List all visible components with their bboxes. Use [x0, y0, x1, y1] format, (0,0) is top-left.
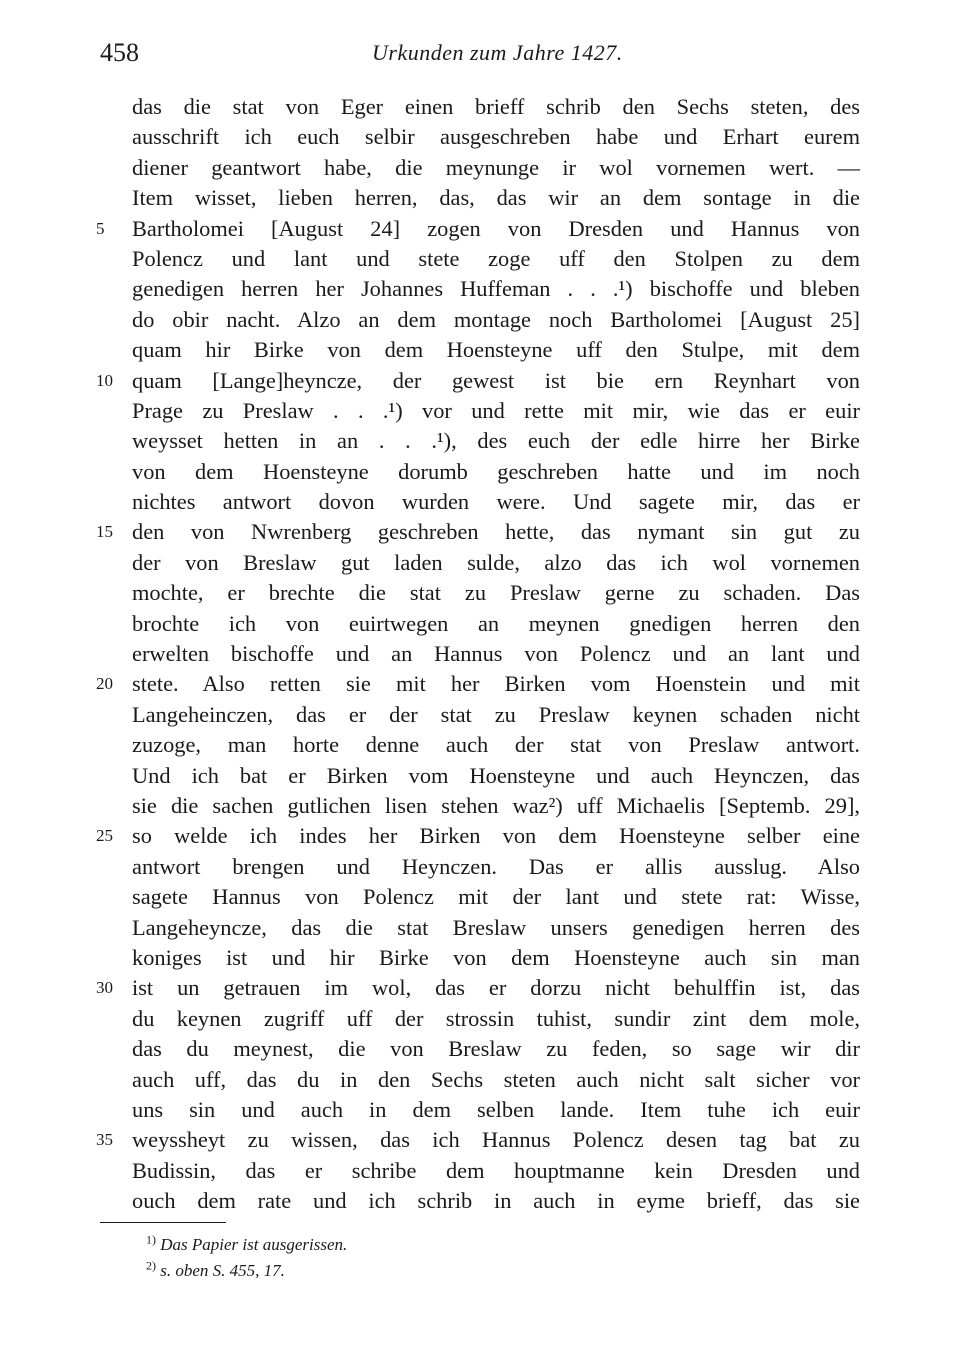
text-line: [132, 274, 860, 304]
line-text: du keynen zugriff uff der strossin tuhist, sundir zint dem mole,: [132, 1005, 860, 1031]
line-text: ausschrift ich euch selbir ausgeschreben habe und Erhart eurem: [132, 124, 860, 150]
line-text: Langeheyncze, das die stat Breslaw unsers genedigen herren des: [132, 914, 860, 940]
text-line: [96, 366, 860, 396]
line-text: mochte, er brechte die stat zu Preslaw gerne zu schaden. Das: [132, 580, 860, 606]
line-number: 10: [96, 370, 113, 390]
line-text: Und ich bat er Birken vom Hoensteyne und auch Heynczen, das: [132, 762, 860, 788]
text-line: [132, 396, 860, 426]
text-line: [132, 92, 860, 122]
line-text: weysset hetten in an . . .¹), des euch der edle hirre her Birke: [132, 428, 860, 454]
footnote-text: s. oben S. 455, 17.: [160, 1261, 285, 1280]
line-text: auch uff, das du in den Sechs steten auch nicht salt sicher vor: [132, 1066, 860, 1092]
line-text: quam [Lange]heyncze, der gewest ist bie ern Reynhart von: [132, 367, 860, 393]
text-line: [132, 1034, 860, 1064]
text-line: [96, 821, 860, 851]
text-line: [132, 122, 860, 152]
text-line: [132, 730, 860, 760]
line-text: ist un getrauen im wol, das er dorzu nicht behulffin ist, das: [132, 975, 860, 1001]
text-line: [132, 882, 860, 912]
text-line: [132, 548, 860, 578]
line-text: so welde ich indes her Birken von dem Hoensteyne selber eine: [132, 823, 860, 849]
text-line: [132, 578, 860, 608]
text-line: [132, 487, 860, 517]
line-number: 25: [96, 826, 113, 846]
text-line: [132, 943, 860, 973]
line-text: Langeheinczen, das er der stat zu Preslaw keynen schaden nicht: [132, 701, 860, 727]
line-text: nichtes antwort dovon wurden were. Und sagete mir, das er: [132, 489, 860, 515]
footnote-divider: [100, 1222, 226, 1223]
text-line: [132, 1186, 860, 1216]
text-line: [132, 457, 860, 487]
text-line: [96, 214, 860, 244]
line-text: quam hir Birke von dem Hoensteyne uff den Stulpe, mit dem: [132, 337, 860, 363]
text-line: [132, 609, 860, 639]
line-number: 15: [96, 522, 113, 542]
line-text: der von Breslaw gut laden sulde, alzo das ich wol vornemen: [132, 549, 860, 575]
line-number: 30: [96, 978, 113, 998]
line-number: 35: [96, 1130, 113, 1150]
footnote: [146, 1258, 646, 1284]
text-line: [132, 639, 860, 669]
body-text: [96, 92, 860, 1216]
footnotes: [146, 1232, 646, 1284]
text-line: [96, 669, 860, 699]
text-line: [96, 973, 860, 1003]
text-line: [132, 1004, 860, 1034]
line-text: uns sin und auch in dem selben lande. Item tuhe ich euir: [132, 1096, 860, 1122]
line-text: das du meynest, die von Breslaw zu feden, so sage wir dir: [132, 1036, 860, 1062]
line-text: von dem Hoensteyne dorumb geschreben hatte und im noch: [132, 458, 860, 484]
line-text: Bartholomei [August 24] zogen von Dresden und Hannus von: [132, 215, 860, 241]
line-text: zuzoge, man horte denne auch der stat von Preslaw antwort.: [132, 732, 860, 758]
line-text: Prage zu Preslaw . . .¹) vor und rette mit mir, wie das er euir: [132, 397, 860, 423]
line-text: sagete Hannus von Polencz mit der lant und stete rat: Wisse,: [132, 884, 860, 910]
line-text: erwelten bischoffe und an Hannus von Polencz und an lant und: [132, 641, 860, 667]
text-line: [132, 852, 860, 882]
footnote-mark: 2): [146, 1258, 156, 1273]
line-number: 20: [96, 674, 113, 694]
text-line: [132, 1156, 860, 1186]
footnote-mark: 1): [146, 1232, 156, 1247]
line-text: stete. Also retten sie mit her Birken vom Hoenstein und mit: [132, 671, 860, 697]
text-line: [132, 1095, 860, 1125]
line-text: do obir nacht. Alzo an dem montage noch Bartholomei [August 25]: [132, 306, 860, 332]
text-line: [96, 1125, 860, 1155]
line-text: sie die sachen gutlichen lisen stehen waz²) uff Michaelis [Septemb. 29],: [132, 792, 860, 818]
line-text: Item wisset, lieben herren, das, das wir an dem sontage in die: [132, 185, 860, 211]
text-line: [132, 335, 860, 365]
line-text: brochte ich von euirtwegen an meynen gnedigen herren den: [132, 610, 860, 636]
line-text: den von Nwrenberg geschreben hette, das nymant sin gut zu: [132, 519, 860, 545]
line-text: Budissin, das er schribe dem houptmanne kein Dresden und: [132, 1157, 860, 1183]
line-text: ouch dem rate und ich schrib in auch in eyme brieff, das sie: [132, 1188, 860, 1214]
line-text: koniges ist und hir Birke von dem Hoensteyne auch sin man: [132, 944, 860, 970]
text-line: [132, 761, 860, 791]
text-line: [132, 153, 860, 183]
text-line: [132, 305, 860, 335]
text-line: [132, 700, 860, 730]
line-number: 5: [96, 218, 105, 238]
footnote: [146, 1232, 646, 1258]
line-text: genedigen herren her Johannes Huffeman . . .¹) bischoffe und bleben: [132, 276, 860, 302]
footnote-text: Das Papier ist ausgerissen.: [160, 1235, 348, 1254]
text-line: [96, 517, 860, 547]
line-text: Polencz und lant und stete zoge uff den Stolpen zu dem: [132, 245, 860, 271]
line-text: antwort brengen und Heynczen. Das er allis ausslug. Also: [132, 853, 860, 879]
text-line: [132, 426, 860, 456]
line-text: diener geantwort habe, die meynunge ir wol vornemen wert. —: [132, 154, 860, 180]
running-head: Urkunden zum Jahre 1427.: [372, 40, 623, 65]
text-line: [132, 791, 860, 821]
line-text: das die stat von Eger einen brieff schrib den Sechs steten, des: [132, 94, 860, 119]
text-line: [132, 1065, 860, 1095]
line-text: weyssheyt zu wissen, das ich Hannus Polencz desen tag bat zu: [132, 1127, 860, 1153]
text-line: [132, 183, 860, 213]
page-number: 458: [100, 38, 139, 67]
text-line: [132, 913, 860, 943]
text-line: [132, 244, 860, 274]
